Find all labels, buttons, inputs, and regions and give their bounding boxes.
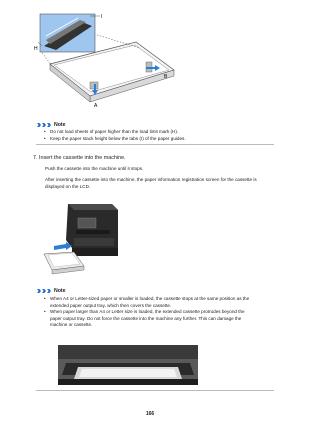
divider (36, 144, 274, 145)
step-heading: 7. Insert the cassette into the machine. (33, 155, 126, 161)
step-text: Push the cassette into the machine until it stops. (45, 166, 144, 171)
note-title: Note (54, 288, 66, 294)
note-item: • Do not load sheets of paper higher than the load limit mark (H). (44, 129, 186, 136)
printer-insert-cassette-illustration (38, 200, 122, 280)
step-text: displayed on the LCD. (45, 184, 91, 189)
divider (36, 390, 274, 391)
note-arrow-icon (37, 123, 51, 127)
cassette-protrudes-illustration (58, 345, 198, 385)
label-a: A (94, 103, 98, 108)
label-i: I (101, 14, 103, 20)
note-list (44, 296, 249, 329)
note-header (37, 122, 66, 128)
page-number: 166 (145, 411, 155, 417)
note-header (37, 288, 66, 294)
label-b: B (164, 74, 168, 80)
cassette-paper-guides-illustration (28, 12, 178, 108)
label-h: H (34, 46, 38, 52)
note-arrow-icon (37, 289, 51, 293)
note-item: • When A4 or Letter-sized paper or smaller is loaded, the cassette stops at the same position as the extended paper output tray, which then covers the cassette. (44, 296, 249, 309)
note-item: • Keep the paper stack height below the tabs (I) of the paper guides. (44, 136, 186, 143)
note-title: Note (54, 122, 66, 128)
step-text: After inserting the cassette into the machine, the paper information registration screen for the cassette is (45, 177, 257, 182)
note-item: • When paper larger than A4 or Letter size is loaded, the extended cassette protrudes beyond the paper output tray. Do not force the cassette into the machine any further. This can damage the machine or cassette. (44, 309, 249, 329)
note-list (44, 129, 186, 142)
